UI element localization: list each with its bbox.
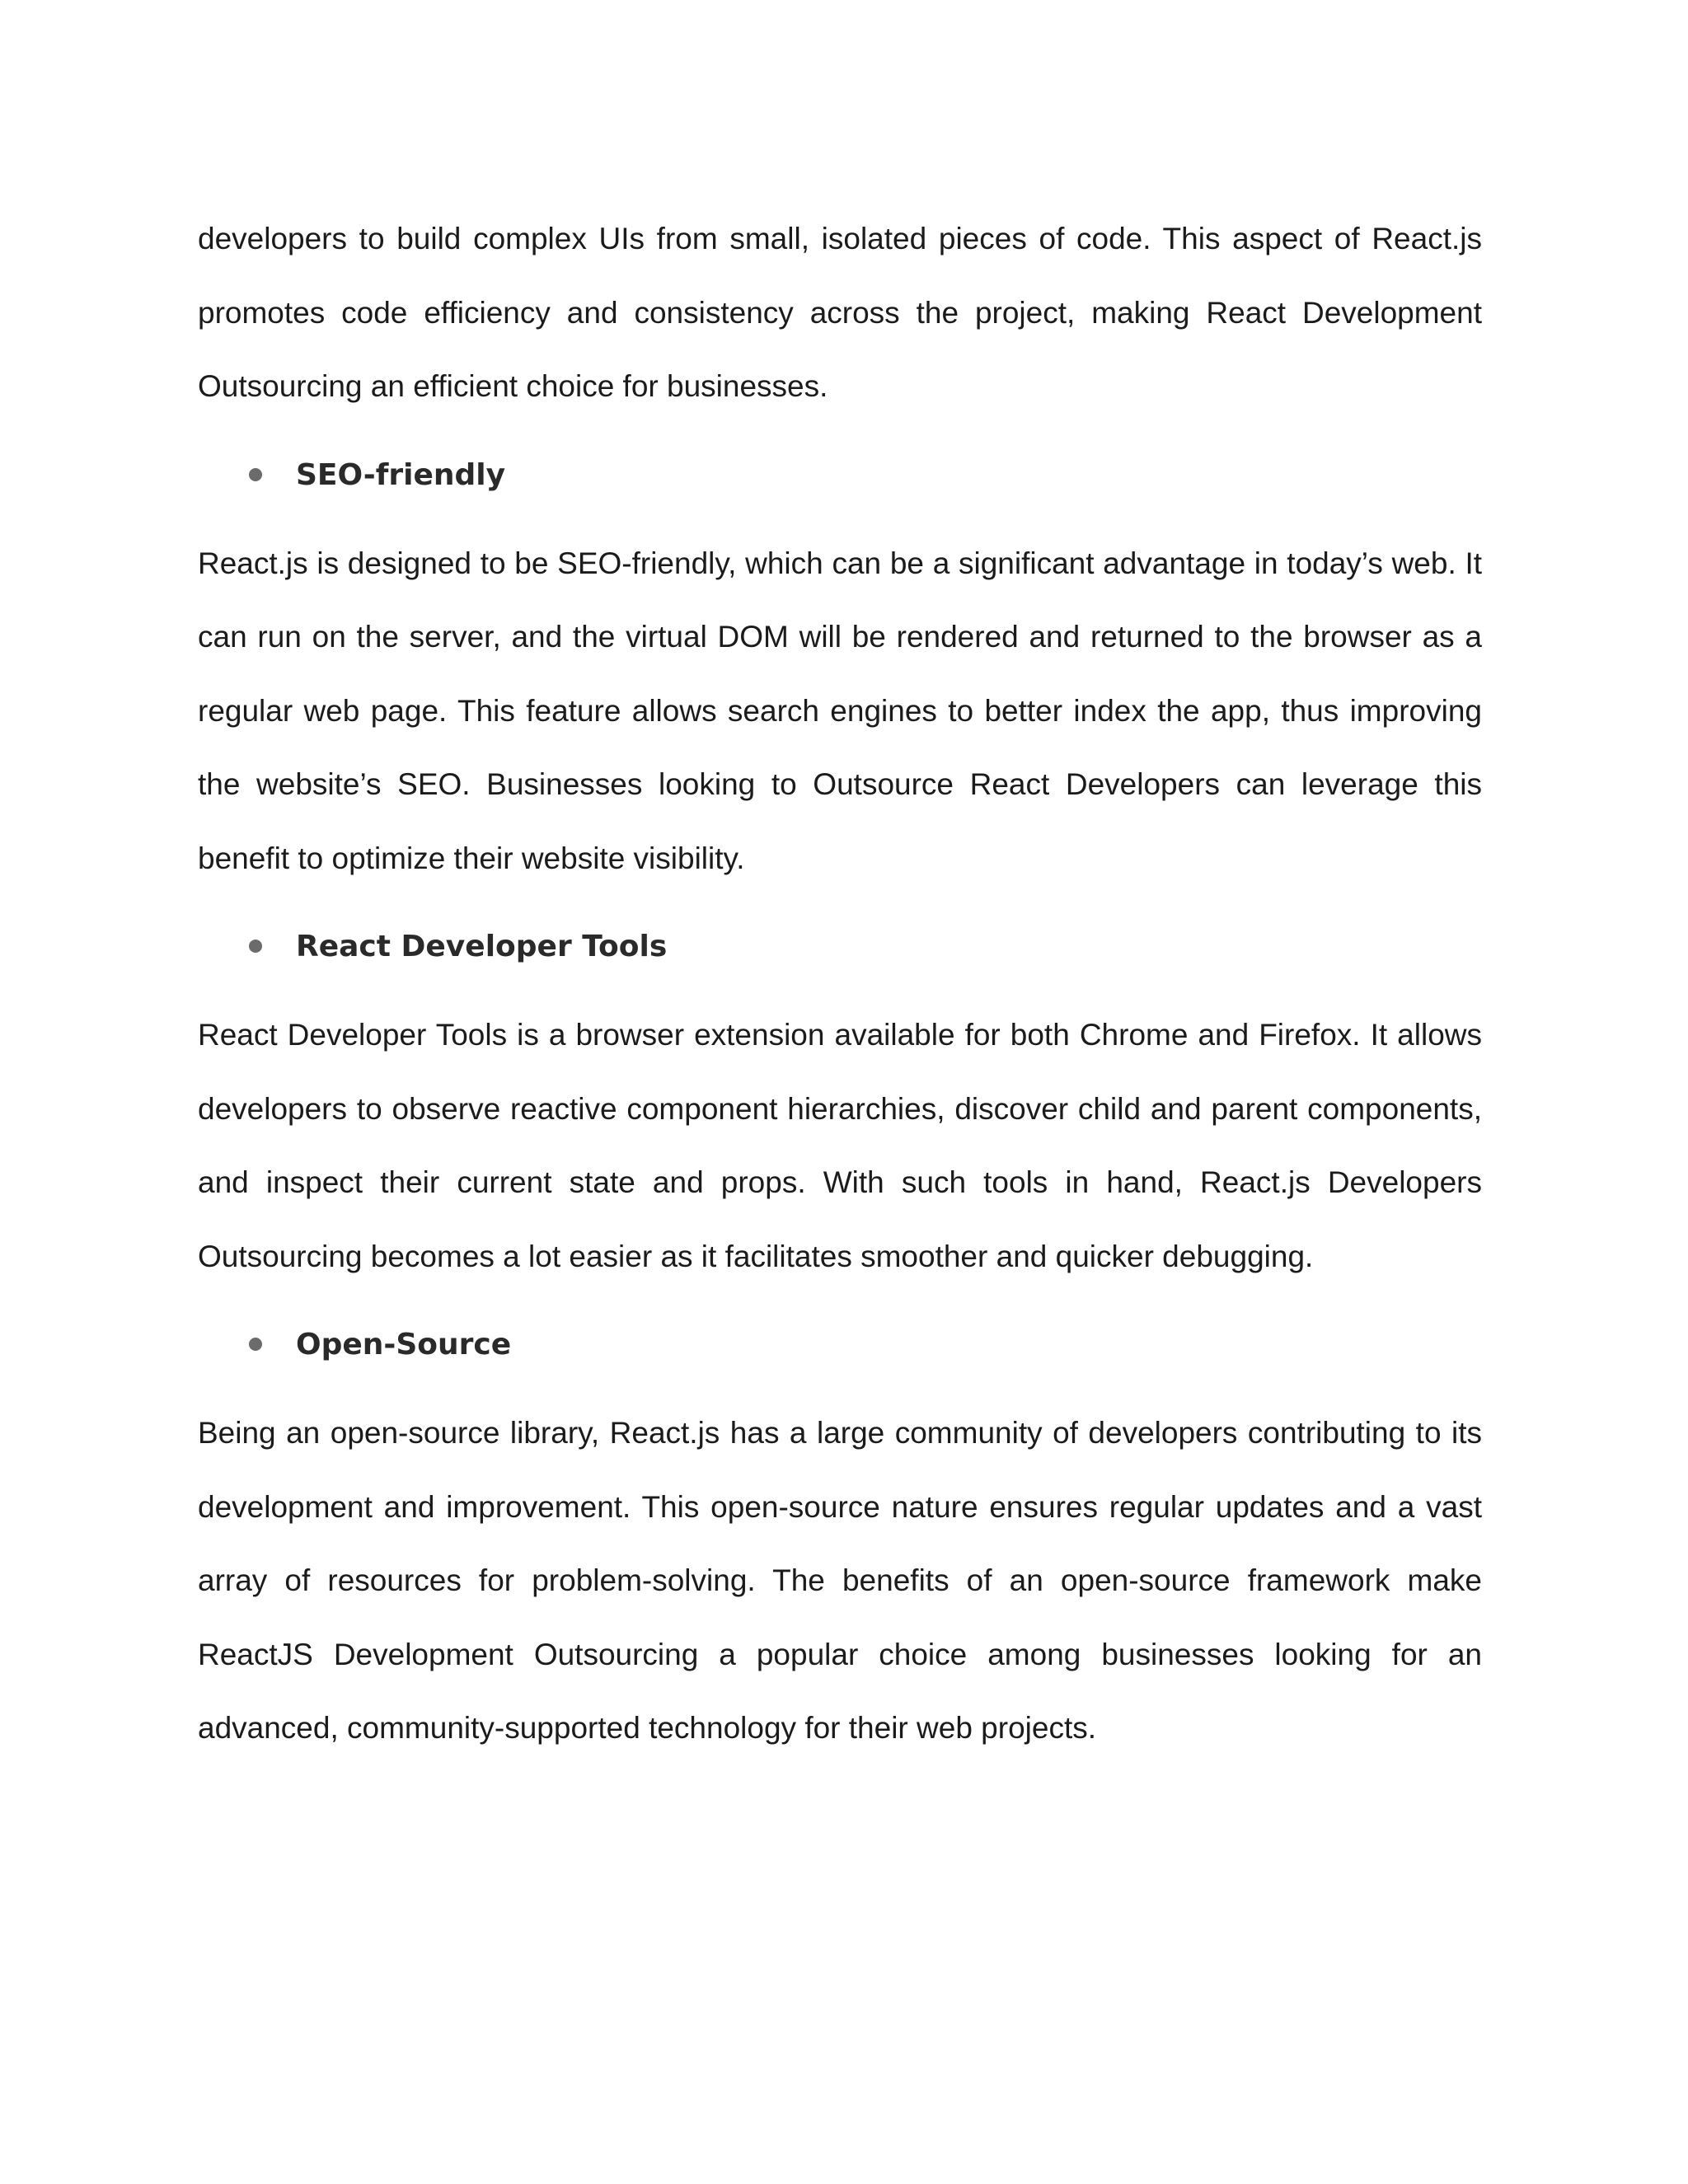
section-seo-friendly bbox=[198, 424, 1482, 896]
section-heading bbox=[198, 424, 1482, 527]
section-heading-text: SEO-friendly bbox=[296, 457, 506, 492]
section-heading bbox=[198, 1293, 1482, 1396]
bullet-icon bbox=[249, 468, 262, 481]
document-body bbox=[198, 202, 1482, 1765]
section-open-source bbox=[198, 1293, 1482, 1765]
bullet-icon bbox=[249, 940, 262, 953]
section-heading bbox=[198, 895, 1482, 998]
intro-paragraph: developers to build complex UIs from small, isolated pieces of code. This aspect of React.js promotes code efficiency and consistency across the project, making React Development Outsourcing an efficient choice for businesses. bbox=[198, 222, 1482, 403]
section-paragraph: React Developer Tools is a browser extension available for both Chrome and Firefox. It allows developers to observe reactive component hierarchies, discover child and parent components, and inspect their current state and props. With such tools in hand, React.js Developers Outsourcing becomes a lot easier as it facilitates smoother and quicker debugging. bbox=[198, 1018, 1482, 1273]
section-paragraph: Being an open-source library, React.js has a large community of developers contributing to its development and improvement. This open-source nature ensures regular updates and a vast array of resources for problem-solving. The benefits of an open-source framework make ReactJS Development Outsourcing a popular choice among businesses looking for an advanced, community-supported technology for their web projects. bbox=[198, 1416, 1482, 1745]
bullet-icon bbox=[249, 1338, 262, 1351]
section-heading-text: Open-Source bbox=[296, 1328, 512, 1361]
section-paragraph: React.js is designed to be SEO-friendly, which can be a significant advantage in today’s web. It can run on the server, and the virtual DOM will be rendered and returned to the browser as a regular web page. This feature allows search engines to better index the app, thus improving the website’s SEO. Businesses looking to Outsource React Developers can leverage this benefit to optimize their website visibility. bbox=[198, 546, 1482, 875]
section-heading-text: React Developer Tools bbox=[296, 930, 668, 963]
section-react-developer-tools bbox=[198, 895, 1482, 1293]
